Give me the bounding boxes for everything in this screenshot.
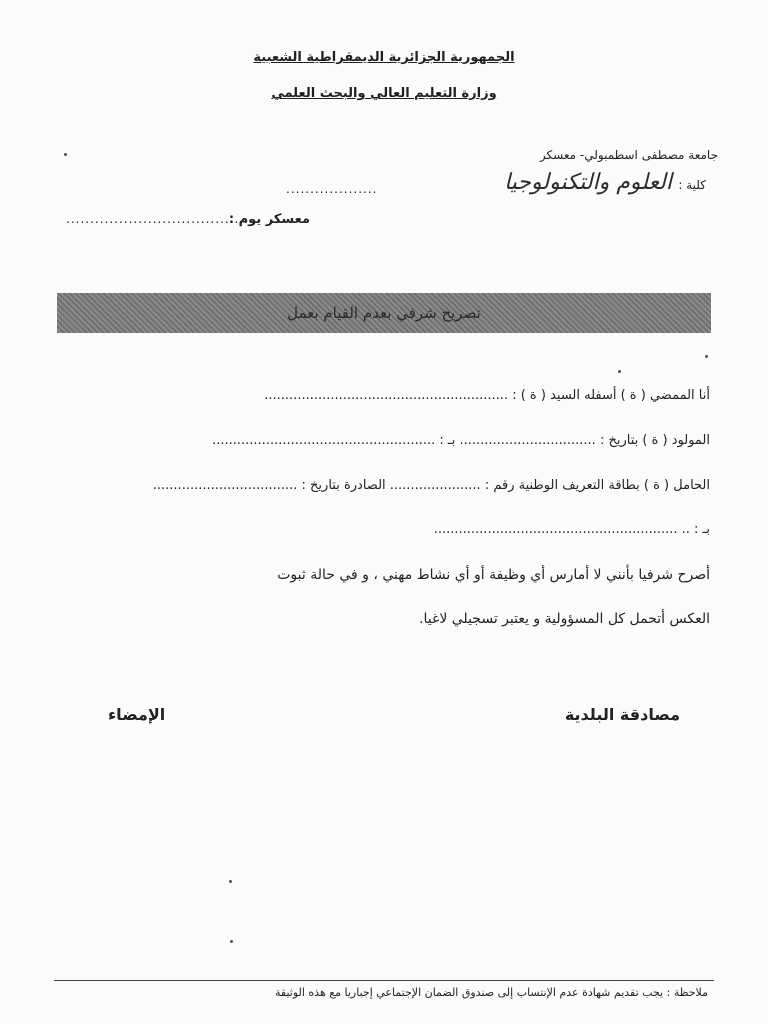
faculty-label: كلية : <box>678 178 706 192</box>
form-line-issued-at: بـ : .. ........................................................... <box>433 522 710 537</box>
declaration-line-1: أصرح شرفيا بأنني لا أمارس أي وظيفة أو أي نشاط مهني ، و في حالة ثبوت <box>277 567 710 583</box>
scan-speck <box>618 370 621 373</box>
scan-speck <box>705 355 708 358</box>
form-line-birth: المولود ( ة ) بتاريخ : ................................. بـ : ...................................................... <box>212 433 710 448</box>
footer-note: ملاحظة : يجب تقديم شهادة عدم الإنتساب إلى صندوق الضمان الإجتماعي إجباريا مع هذه الوثيقة <box>274 986 708 999</box>
faculty-handwritten-value: العلوم والتكنولوجيا <box>504 170 672 195</box>
form-line-name: أنا الممضي ( ة ) أسفله السيد ( ة ) : ........................................................... <box>264 388 710 403</box>
ministry-header: وزارة التعليم العالي والبحث العلمي <box>271 86 497 101</box>
form-line-id-card: الحامل ( ة ) بطاقة التعريف الوطنية رقم : ...................... الصادرة بتاريخ : ................................... <box>152 478 710 493</box>
declaration-line-2: العكس أتحمل كل المسؤولية و يعتبر تسجيلي لاغيا. <box>419 611 710 627</box>
republic-header: الجمهورية الجزائرية الديمقراطية الشعبية <box>253 50 515 65</box>
document-title: تصريح شرفي بعدم القيام بعمل <box>287 304 481 322</box>
municipality-certification-label: مصادقة البلدية <box>564 705 680 724</box>
footer-rule <box>54 980 714 981</box>
scan-speck <box>64 153 67 156</box>
university-name: جامعة مصطفى اسطمبولي- معسكر <box>539 148 718 162</box>
scan-speck <box>229 880 232 883</box>
faculty-field <box>286 170 706 200</box>
faculty-dots: ................... <box>286 182 378 196</box>
title-banner <box>57 293 711 333</box>
signature-label: الإمضاء <box>108 705 166 724</box>
city-date-label: معسكر يوم : <box>228 212 310 227</box>
scan-speck <box>230 940 233 943</box>
city-date-dots: ...................................... <box>66 212 249 226</box>
